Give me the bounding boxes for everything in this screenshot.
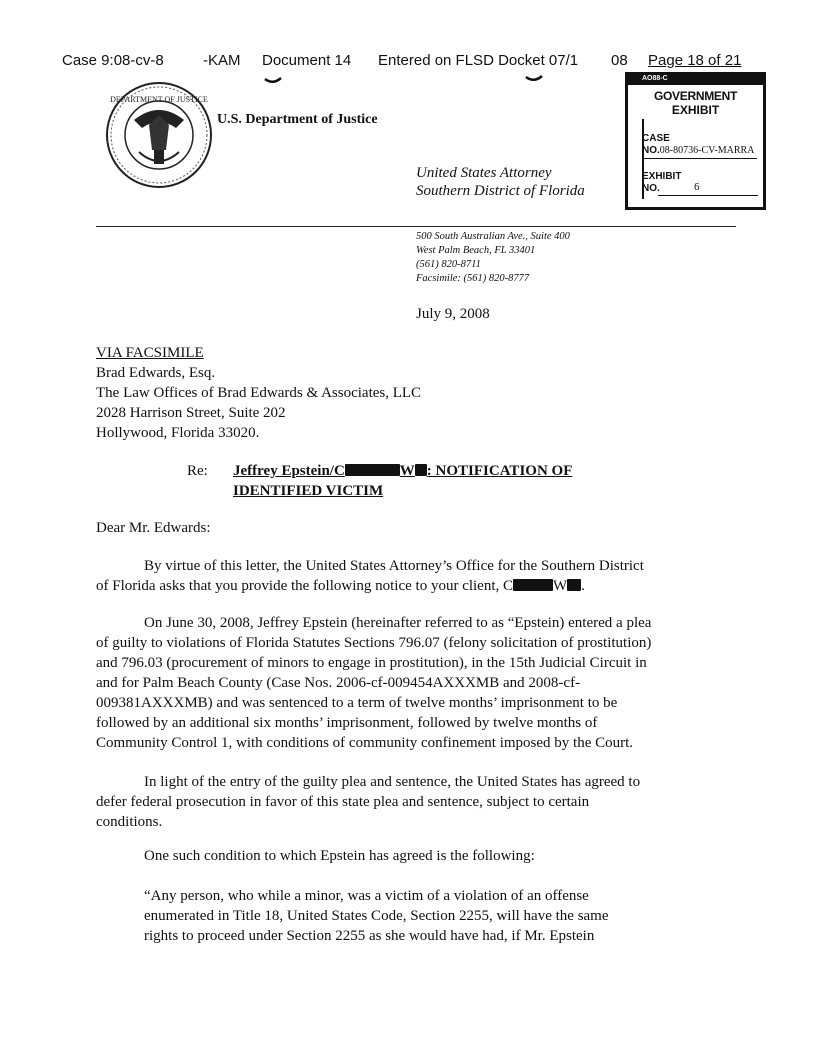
scan-mark-icon <box>263 76 283 86</box>
page-indicator: Page 18 of 21 <box>648 52 742 69</box>
stamp-case-number: 08-80736-CV-MARRA <box>659 145 755 156</box>
p3-line1: In light of the entry of the guilty plea and sentence, the United States has agreed to <box>144 774 641 790</box>
doj-seal-icon <box>104 80 214 190</box>
recipient-city: Hollywood, Florida 33020. <box>96 425 260 441</box>
p2-line1: On June 30, 2008, Jeffrey Epstein (hereinafter referred to as “Epstein) entered a plea <box>144 615 652 631</box>
exhibit-stamp <box>625 72 766 210</box>
re-subject-line2: IDENTIFIED VICTIM <box>233 483 384 499</box>
stamp-case-no-label: NO. <box>642 145 660 156</box>
docket-year-fragment: 08 <box>611 52 628 69</box>
re-subject-name: Jeffrey Epstein/C <box>233 463 345 479</box>
stamp-title-line2: EXHIBIT <box>671 103 720 117</box>
re-subject-initial: W <box>399 463 415 479</box>
paragraph-2 <box>96 613 736 753</box>
department-name: U.S. Department of Justice <box>217 112 378 127</box>
stamp-exhibit-no-label: NO. <box>642 183 660 194</box>
quote-line3: rights to proceed under Section 2255 as she would have had, if Mr. Epstein <box>144 928 595 944</box>
letter-date: July 9, 2008 <box>416 306 490 322</box>
redaction-bar <box>415 464 427 476</box>
p2-line5: 009381AXXXMB) and was sentenced to a term of twelve months’ imprisonment to be <box>96 695 618 711</box>
scan-mark-icon <box>524 74 544 84</box>
address-phone: (561) 820-8711 <box>416 259 481 270</box>
redaction-bar <box>567 579 581 591</box>
re-label: Re: <box>187 463 208 479</box>
p1-line1: By virtue of this letter, the United States Attorney’s Office for the Southern District <box>144 558 644 574</box>
re-subject <box>233 461 572 501</box>
address-street: 500 South Australian Ave., Suite 400 <box>416 231 570 242</box>
address-fax: Facsimile: (561) 820-8777 <box>416 273 530 284</box>
p1-line2-text: of Florida asks that you provide the following notice to your client, C <box>96 578 514 594</box>
p2-line2: of guilty to violations of Florida Statutes Sections 796.07 (felony solicitation of prostitution) <box>96 635 652 651</box>
document-number: Document 14 <box>262 52 352 69</box>
recipient-firm: The Law Offices of Brad Edwards & Associates, LLC <box>96 385 422 401</box>
paragraph-4: One such condition to which Epstein has agreed is the following: <box>144 848 535 864</box>
re-subject-notice: : NOTIFICATION OF <box>426 463 573 479</box>
paragraph-3 <box>96 772 736 832</box>
quote-line2: enumerated in Title 18, United States Code, Section 2255, will have the same <box>144 908 609 924</box>
letterhead-divider <box>96 226 736 227</box>
quote-line1: “Any person, who while a minor, was a victim of a violation of an offense <box>144 888 589 904</box>
docket-entry: Entered on FLSD Docket 07/1 <box>378 52 579 69</box>
seal-text: DEPARTMENT OF JUSTICE <box>110 95 208 104</box>
paragraph-1 <box>96 556 736 596</box>
p1-line2-initial: W <box>553 578 568 594</box>
case-number: Case 9:08-cv-8 <box>62 52 164 69</box>
case-judge-initials: -KAM <box>203 52 241 69</box>
address-city: West Palm Beach, FL 33401 <box>416 245 536 256</box>
p1-line2 <box>96 576 736 596</box>
stamp-exhibit-number: 6 <box>694 181 700 193</box>
stamp-exhibit-label: EXHIBIT <box>642 171 682 182</box>
p2-line6: followed by an additional six months’ imprisonment, followed by twelve months of <box>96 715 598 731</box>
recipient-name: Brad Edwards, Esq. <box>96 365 216 381</box>
quoted-condition <box>144 886 704 946</box>
delivery-method: VIA FACSIMILE <box>96 345 204 361</box>
p3-line2: defer federal prosecution in favor of this state plea and sentence, subject to certain <box>96 794 590 810</box>
p3-line3: conditions. <box>96 814 163 830</box>
stamp-form-code: AO88-C <box>642 75 668 82</box>
office-title: United States Attorney <box>416 165 552 181</box>
redaction-bar <box>345 464 400 476</box>
p2-line4: and for Palm Beach County (Case Nos. 2006-cf-009454AXXXMB and 2008-cf- <box>96 675 581 691</box>
p1-line2-end: . <box>581 578 585 594</box>
p2-line7: Community Control 1, with conditions of community confinement imposed by the Court. <box>96 735 634 751</box>
p2-line3: and 796.03 (procurement of minors to engage in prostitution), in the 15th Judicial Circuit in <box>96 655 647 671</box>
stamp-case-label: CASE <box>642 133 670 144</box>
recipient-street: 2028 Harrison Street, Suite 202 <box>96 405 286 421</box>
recipient-block <box>96 343 421 443</box>
stamp-title-line1: GOVERNMENT <box>653 89 737 103</box>
salutation: Dear Mr. Edwards: <box>96 520 211 536</box>
office-district: Southern District of Florida <box>416 183 585 199</box>
redaction-bar <box>513 579 553 591</box>
